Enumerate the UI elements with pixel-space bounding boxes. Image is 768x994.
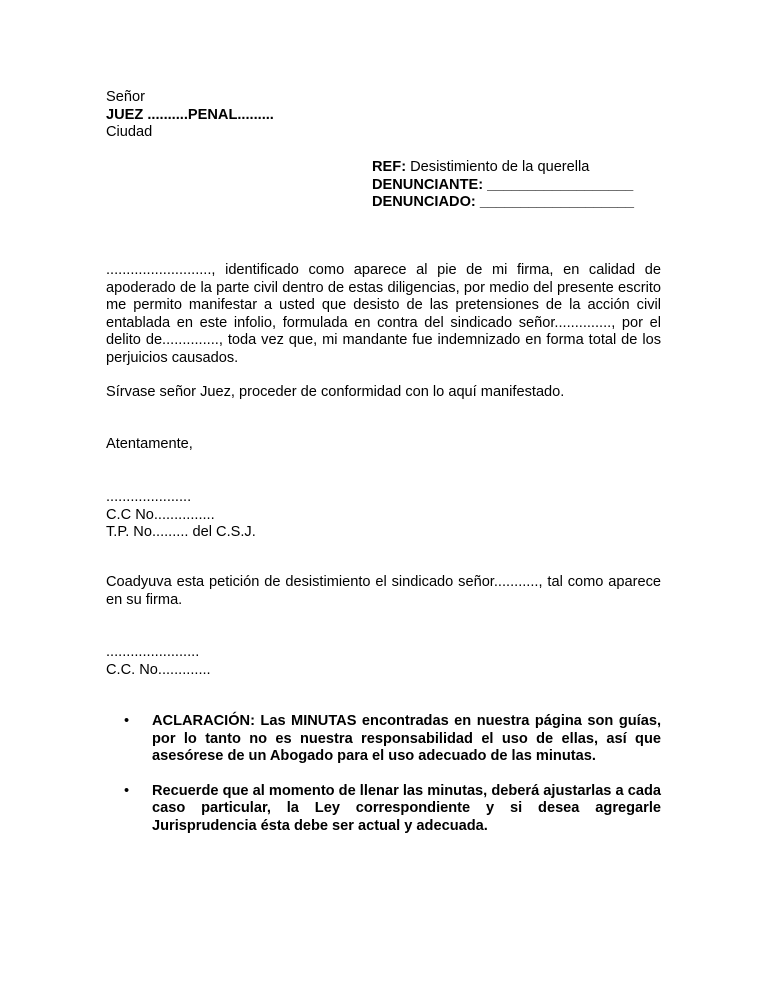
accused-signature-line: ....................... — [106, 644, 200, 660]
bullet-icon: • — [124, 713, 130, 729]
bullet-icon: • — [124, 782, 130, 799]
attorney-signature-block — [106, 489, 256, 542]
request-paragraph: Sírvase señor Juez, proceder de conformidad con lo aquí manifestado. — [106, 384, 565, 400]
accused-cc: C.C. No............. — [106, 661, 211, 678]
attorney-signature-line: ..................... — [106, 489, 192, 505]
list-item — [106, 713, 661, 766]
ref-text: Desistimiento de la querella — [406, 159, 590, 175]
closing-line: Atentamente, — [106, 436, 193, 452]
city-line: Ciudad — [106, 124, 153, 141]
attorney-cc: C.C No............... — [106, 506, 215, 523]
notes-list — [106, 713, 661, 853]
reference-block — [372, 159, 634, 212]
list-item — [106, 783, 661, 836]
note-text: ACLARACIÓN: Las MINUTAS encontradas en nuestra página son guías, por lo tanto no es nuestra responsabilidad el uso de ellas, así que asesórese de un Abogado para el uso adecuado de las minutas. — [152, 713, 661, 765]
attorney-tp: T.P. No......... del C.S.J. — [106, 524, 256, 541]
addressee-block — [106, 89, 274, 142]
denunciado-line: DENUNCIADO: ___________________ — [372, 194, 635, 211]
salutation: Señor — [106, 89, 145, 105]
note-text: Recuerde que al momento de llenar las minutas, deberá ajustarlas a cada caso particular, la Ley correspondiente y si desea agregarle Jurisprudencia ésta debe ser actual y adecuada. — [152, 782, 661, 834]
main-paragraph: .........................., identificado como aparece al pie de mi firma, en calidad de apoderado de la parte civil dentro de estas diligencias, por medio del presente escrito me permito manifestar a usted que desisto de las pretensiones de la acción civil entablada en este infolio, formulada en contra del sindicado señor.............., por el delito de.............., toda vez que, mi mandante fue indemnizado en forma total de los perjuicios causados. — [106, 262, 661, 366]
judge-line: JUEZ ..........PENAL......... — [106, 106, 274, 123]
accused-signature-block — [106, 644, 211, 679]
ref-label: REF: — [372, 159, 407, 175]
coadyuvancia-paragraph: Coadyuva esta petición de desistimiento el sindicado señor..........., tal como aparece en su firma. — [106, 574, 661, 608]
ref-line — [372, 159, 634, 177]
denunciante-line: DENUNCIANTE: __________________ — [372, 176, 634, 193]
